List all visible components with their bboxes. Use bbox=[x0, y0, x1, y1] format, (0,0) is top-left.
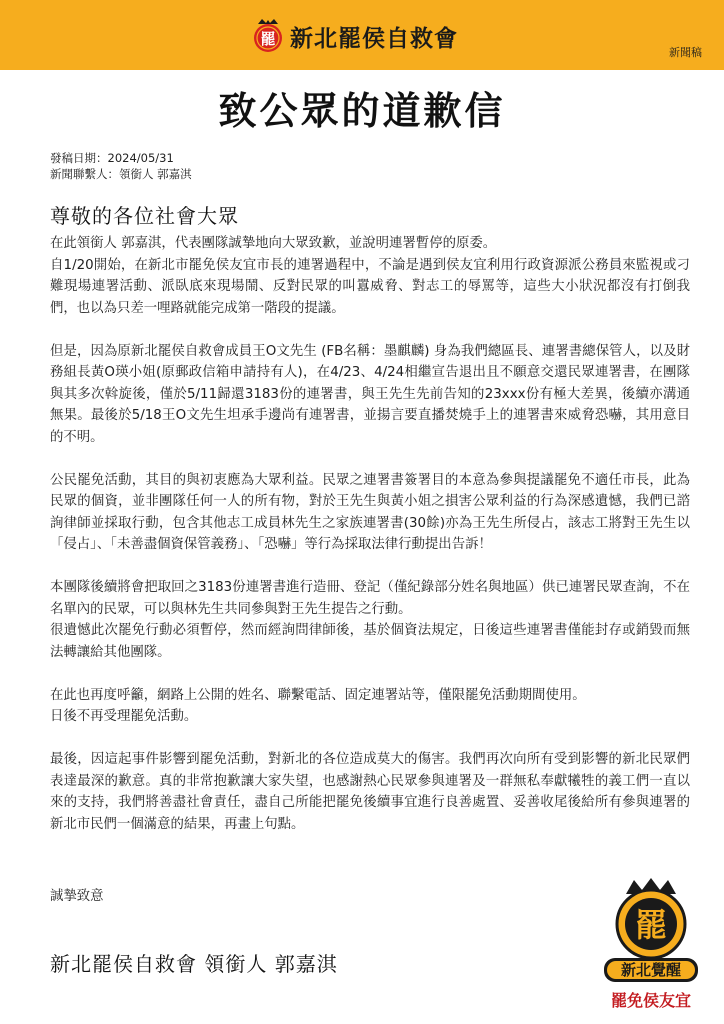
paragraph: 本團隊後續將會把取回之3183份連署書進行造冊、登記（僅紀錄部分姓名與地區）供已連署民眾查詢，不在名單內的民眾，可以與林先生共同參與對王先生提告之行動。 bbox=[50, 580, 690, 617]
paragraph: 很遺憾此次罷免行動必須暫停，然而經詢問律師後，基於個資法規定，日後這些連署書僅能封存或銷毀而無法轉讓給其他團隊。 bbox=[50, 623, 690, 660]
page-title: 致公眾的道歉信 bbox=[218, 89, 506, 133]
press-release-tag: 新聞稿 bbox=[669, 46, 702, 59]
paragraph: 但是，因為原新北罷侯自救會成員王O文先生 (FB名稱：墨麒麟) 身為我們總區長、連署書總保管人，以及財務組長黃O瑛小姐(原郵政信箱申請持有人)，在4/23、4/24相繼宣告退出且不願意交還民眾連署書，在團隊與其多次斡旋後，僅於5/11歸還3183份的連署書，與王先生先前告知的23xxx份有極大差異，後續亦溝通無果。最後於5/18王O文先生坦承手邊尚有連署書，並揚言要直播焚燒手上的連署書來威脅恐嚇，其用意目的不明。 bbox=[50, 343, 690, 445]
brand bbox=[252, 18, 458, 54]
brand-logo-icon bbox=[252, 18, 284, 54]
closing-line: 誠摯致意 bbox=[50, 889, 104, 904]
campaign-stamp bbox=[596, 874, 706, 1019]
press-contact: 新聞聯繫人：領銜人 郭嘉淇 bbox=[50, 167, 192, 181]
stamp-caption: 罷免侯友宜 bbox=[610, 991, 691, 1010]
stamp-badge-text: 新北覺醒 bbox=[620, 961, 682, 979]
paragraph: 公民罷免活動，其目的與初衷應為大眾利益。民眾之連署書簽署目的本意為參與提議罷免不適任市長，此為民眾的個資，並非團隊任何一人的所有物，對於王先生與黃小姐之損害公眾利益的行為深感遺憾，我們已諮詢律師並採取行動，包含其他志工成員林先生之家族連署書(30餘)亦為王先生所侵占，該志工將對王先生以「侵占」、「未善盡個資保管義務」、「恐嚇」等行為採取法律行動提出告訴！ bbox=[50, 472, 690, 552]
paragraph: 日後不再受理罷免活動。 bbox=[50, 709, 198, 724]
paragraph: 自1/20開始，在新北市罷免侯友宜市長的連署過程中，不論是遇到侯友宜利用行政資源派公務員來監視或刁難現場連署活動、派臥底來現場鬧、反對民眾的叫囂威脅、對志工的辱罵等，這些大小狀況都沒有打倒我們，也以為只差一哩路就能完成第一階段的提議。 bbox=[50, 257, 690, 316]
stamp-logo-char: 罷 bbox=[634, 906, 668, 944]
signature-line: 新北罷侯自救會 領銜人 郭嘉淇 bbox=[50, 952, 338, 976]
paragraph: 在此也再度呼籲，網路上公開的姓名、聯繫電話、固定連署站等，僅限罷免活動期間使用。 bbox=[50, 687, 586, 703]
header-bar bbox=[0, 0, 724, 70]
brand-name: 新北罷侯自救會 bbox=[290, 25, 458, 52]
campaign-logo-icon bbox=[596, 874, 706, 984]
letter-body bbox=[50, 233, 690, 835]
paragraph: 在此領銜人 郭嘉淇，代表團隊誠摯地向大眾致歉，並說明連署暫停的原委。 bbox=[50, 236, 497, 251]
release-meta bbox=[50, 150, 192, 182]
paragraph: 最後，因這起事件影響到罷免活動，對新北的各位造成莫大的傷害。我們再次向所有受到影響的新北民眾們表達最深的歉意。真的非常抱歉讓大家失望，也感謝熱心民眾參與連署及一群無私奉獻犧牲的義工們一直以來的支持，我們將善盡社會責任，盡自己所能把罷免後續事宜進行良善處置、妥善收尾後給所有參與連署的新北市民們一個滿意的結果，再畫上句點。 bbox=[50, 752, 690, 832]
salutation: 尊敬的各位社會大眾 bbox=[50, 204, 239, 228]
brand-logo-char: 罷 bbox=[260, 30, 276, 48]
release-date: 發稿日期：2024/05/31 bbox=[50, 151, 174, 165]
